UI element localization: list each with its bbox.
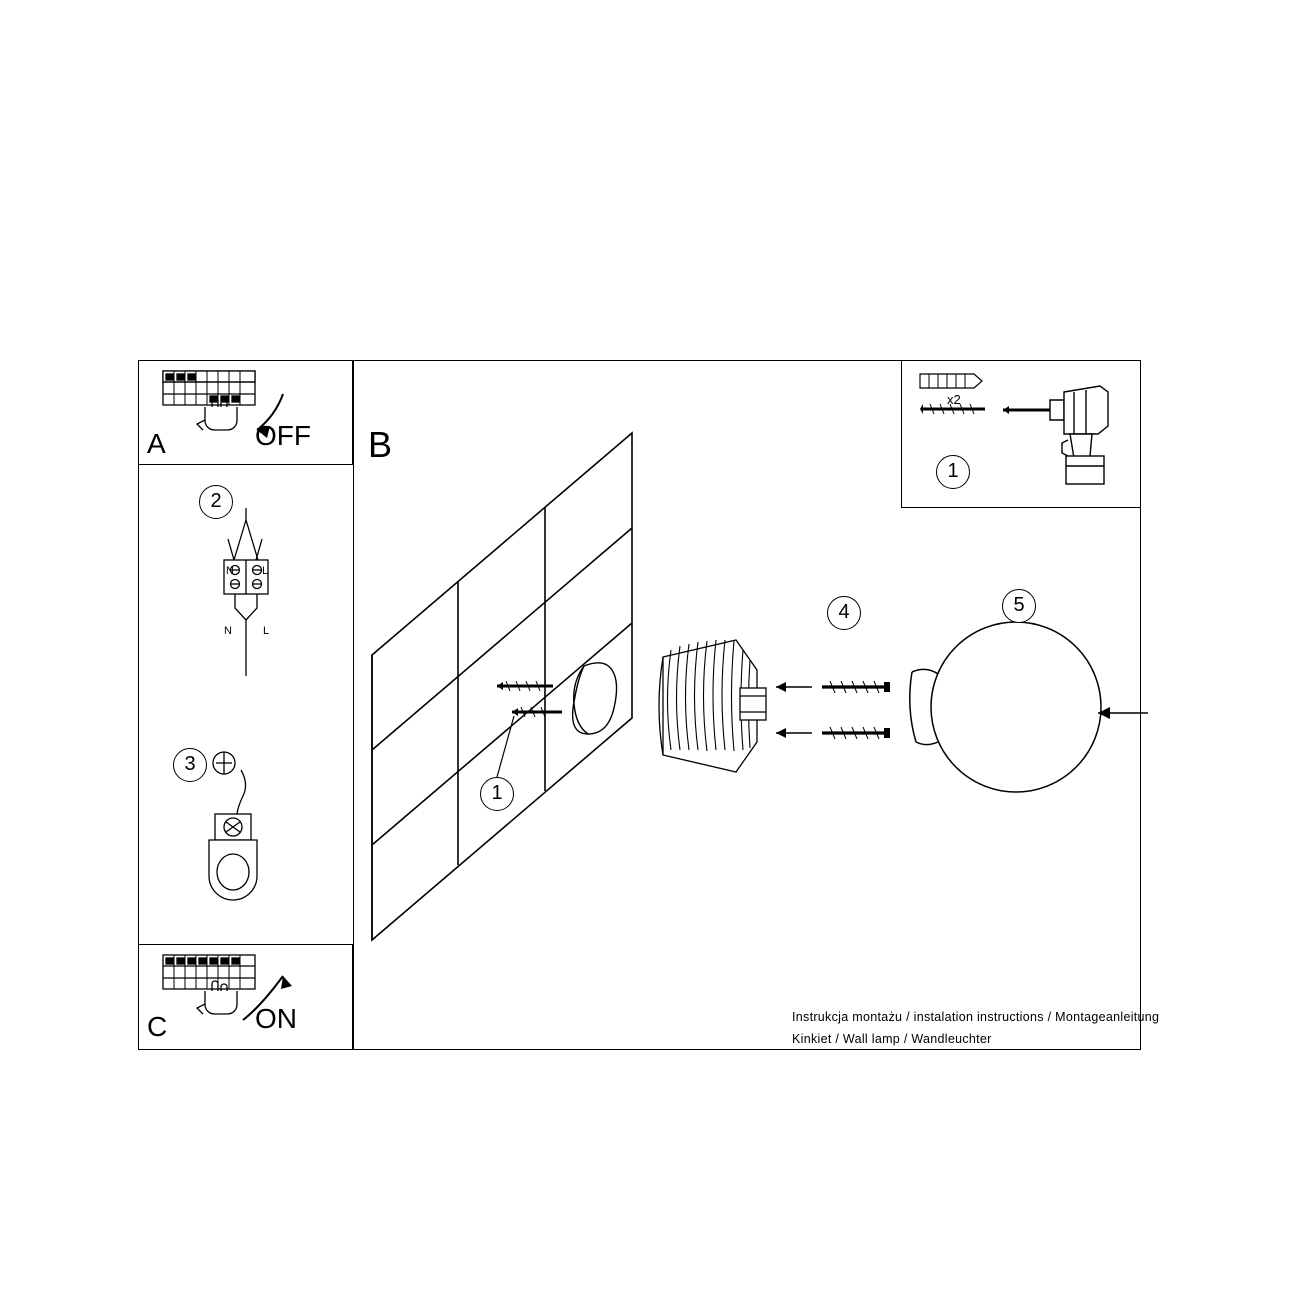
panel-c-border <box>138 944 353 1050</box>
wall-plug-quantity-label: x2 <box>947 392 961 407</box>
callout-step-5: 5 <box>1002 589 1036 623</box>
panel-a-label: A <box>147 428 166 459</box>
panel-b-label: B <box>368 424 393 465</box>
panel-drill-border <box>901 360 1141 508</box>
panel-a-action-label: OFF <box>255 420 311 451</box>
footer-caption <box>792 1006 1159 1050</box>
terminal-label-l-top: L <box>262 565 269 577</box>
footer-line-2: Kinkiet / Wall lamp / Wandleuchter <box>792 1032 992 1046</box>
panel-c-label: C <box>147 1011 168 1042</box>
terminal-label-n-bottom: N <box>224 625 232 637</box>
callout-step-3: 3 <box>173 748 207 782</box>
footer-line-1: Instrukcja montażu / instalation instructions / Montageanleitung <box>792 1010 1160 1024</box>
callout-step-1-wall: 1 <box>480 777 514 811</box>
terminal-label-l-bottom: L <box>263 625 270 637</box>
callout-step-1-drill: 1 <box>936 455 970 489</box>
left-column-divider <box>353 360 354 1050</box>
panel-a-border <box>138 360 353 465</box>
terminal-label-n-top: N <box>226 565 234 577</box>
callout-step-4: 4 <box>827 596 861 630</box>
callout-step-2: 2 <box>199 485 233 519</box>
panel-c-action-label: ON <box>255 1003 297 1034</box>
